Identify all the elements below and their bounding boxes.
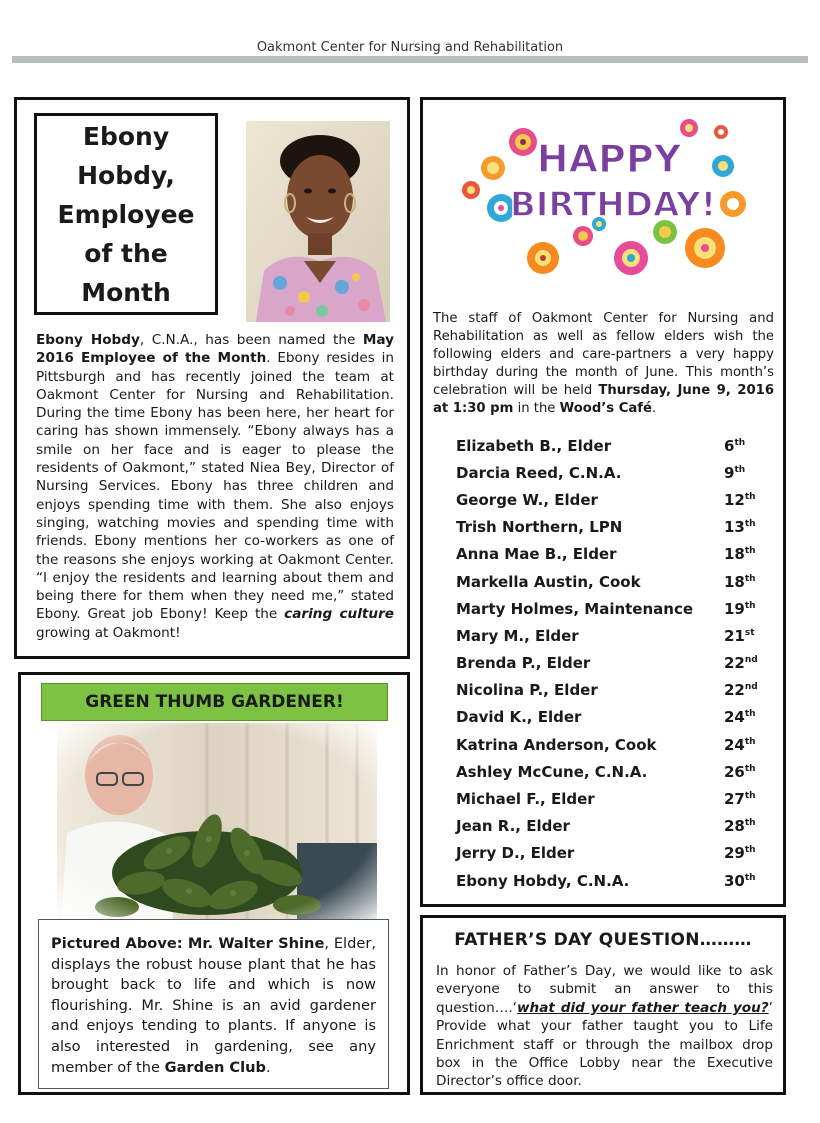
fathers-day-section	[420, 915, 786, 1095]
birthday-row	[456, 840, 766, 867]
birthday-date	[724, 437, 766, 455]
birthday-section	[420, 97, 786, 907]
birthday-day-suffix: th	[744, 573, 756, 584]
birthday-day: 27	[724, 790, 745, 809]
birthday-name: Katrina Anderson, Cook	[456, 735, 657, 754]
birthday-date	[724, 545, 766, 563]
birthday-name: Marty Holmes, Maintenance	[456, 599, 694, 618]
birthday-row	[456, 541, 766, 568]
birthday-row	[456, 622, 766, 649]
birthday-day: 22	[724, 681, 745, 700]
birthday-date	[724, 600, 766, 618]
caption-text-2: .	[265, 1058, 271, 1076]
birthday-day: 30	[724, 871, 745, 890]
eom-award: May 2016 Employee of the Month	[36, 332, 394, 367]
birthday-day: 21	[724, 626, 745, 645]
birthday-row	[456, 785, 766, 812]
birthday-day: 24	[724, 735, 745, 754]
walter-photo	[57, 723, 377, 921]
gardener-caption	[38, 919, 389, 1089]
birthday-day-suffix: nd	[744, 655, 758, 666]
bday-place: Wood’s Café	[559, 401, 652, 416]
gardener-heading: GREEN THUMB GARDENER!	[41, 683, 388, 721]
garden-club: Garden Club	[164, 1058, 266, 1076]
birthday-name: Markella Austin, Cook	[456, 572, 641, 591]
bday-intro-text-2: in the	[513, 401, 560, 416]
birthday-row	[456, 758, 766, 785]
birthday-date	[724, 708, 766, 726]
birthday-date	[724, 736, 766, 754]
birthday-day: 18	[724, 545, 745, 564]
birthday-day: 24	[724, 708, 745, 727]
father-text-1: In honor of Father’s Day, we would like to ask everyone to submit an answer to this question….‘	[436, 963, 773, 1016]
birthday-name: Trish Northern, LPN	[456, 518, 623, 537]
birthday-day: 9	[724, 463, 735, 482]
birthday-name: Brenda P., Elder	[456, 654, 591, 673]
eom-title: Ebony Hobdy, Employee of the Month	[57, 121, 195, 307]
birthday-date	[724, 491, 766, 509]
eom-text-1: , C.N.A., has been named the	[139, 332, 363, 348]
birthday-date	[724, 518, 766, 536]
eom-text-3: growing at Oakmont!	[36, 624, 181, 641]
birthday-day-suffix: st	[744, 627, 755, 638]
fathers-day-body	[436, 962, 773, 1091]
birthday-date	[724, 681, 766, 699]
birthday-name: Nicolina P., Elder	[456, 681, 598, 700]
page-title: Oakmont Center for Nursing and Rehabilitation	[256, 40, 564, 55]
birthday-date	[724, 844, 766, 862]
page-header	[12, 40, 808, 66]
birthday-date	[724, 817, 766, 835]
father-text-2: ’ Provide what your father taught you to Life Enrichment staff or through the mailbox drop box in the Office Lobby near the Executive Director’s office door.	[436, 999, 773, 1090]
birthday-date	[724, 872, 766, 890]
svg-text:BIRTHDAY!: BIRTHDAY!	[509, 185, 717, 225]
birthday-day: 22	[724, 654, 745, 673]
birthday-row	[456, 432, 766, 459]
bday-intro-text-3: .	[651, 401, 657, 416]
birthday-name: Jean R., Elder	[456, 817, 570, 836]
birthday-name: Anna Mae B., Elder	[456, 545, 617, 564]
eom-title-box	[34, 113, 218, 315]
birthday-name: Michael F., Elder	[456, 790, 595, 809]
fathers-day-title: FATHER’S DAY QUESTION………	[454, 930, 752, 950]
birthday-name: Mary M., Elder	[456, 626, 579, 645]
birthday-date	[724, 627, 766, 645]
birthday-day-suffix: th	[734, 437, 746, 448]
birthday-row	[456, 514, 766, 541]
birthday-name: Ashley McCune, C.N.A.	[456, 762, 648, 781]
birthday-name: George W., Elder	[456, 490, 598, 509]
birthday-intro	[433, 310, 774, 418]
birthday-day: 26	[724, 762, 745, 781]
birthday-day-suffix: th	[744, 600, 756, 611]
father-question: what did your father teach you?	[516, 999, 769, 1016]
birthday-day-suffix: th	[744, 709, 756, 720]
birthday-day: 29	[724, 844, 745, 863]
birthday-date	[724, 654, 766, 672]
birthday-day-suffix: th	[744, 872, 756, 883]
gardener-section	[18, 672, 410, 1095]
eom-article	[36, 331, 394, 642]
birthday-day-suffix: th	[744, 845, 756, 856]
birthday-day: 28	[724, 817, 745, 836]
birthday-row	[456, 459, 766, 486]
ebony-photo	[246, 121, 390, 322]
birthday-row	[456, 704, 766, 731]
caption-lead: Pictured Above: Mr. Walter Shine	[51, 935, 325, 952]
birthday-name: Elizabeth B., Elder	[456, 436, 612, 455]
happy-birthday-banner	[453, 108, 753, 284]
birthday-name: Ebony Hobdy, C.N.A.	[456, 871, 630, 890]
birthday-date	[724, 790, 766, 808]
birthday-row	[456, 813, 766, 840]
birthday-day: 13	[724, 518, 745, 537]
birthday-day: 12	[724, 490, 745, 509]
birthday-date	[724, 573, 766, 591]
birthday-name: Jerry D., Elder	[456, 844, 575, 863]
birthday-list	[456, 432, 766, 894]
employee-of-month-section	[14, 97, 410, 659]
birthday-row	[456, 677, 766, 704]
bday-when: Thursday, June 9, 2016 at 1:30 pm	[433, 383, 774, 416]
birthday-name: David K., Elder	[456, 708, 582, 727]
header-rule	[12, 56, 808, 63]
birthday-day-suffix: th	[744, 818, 756, 829]
bday-intro-text-1: The staff of Oakmont Center for Nursing and Rehabilitation as well as fellow elders wish the following elders and care-partners a very happy birthday during the month of June. This month’s celebration will be held	[433, 311, 774, 398]
birthday-name: Darcia Reed, C.N.A.	[456, 463, 622, 482]
eom-text-2: . Ebony resides in Pittsburgh and has recently joined the team at Oakmont Center for Nursing and Rehabilitation. During the time Ebony has been here, her heart for caring has shown immensely. “Ebony always has a smile on her face and is eager to please the residents of Oakmont,” stated Niea Bey, Director of Nursing Services. Ebony has three children and enjoys spending time with them. She also enjoys singing, watching movies and spending time with friends. Ebony mentions her co-workers as one of the reasons she enjoys working at Oakmont Center. “I enjoy the residents and learning about them and being there for them when they need me,” stated Ebony. Great job Ebony! Keep the	[36, 350, 394, 623]
birthday-date	[724, 763, 766, 781]
eom-name: Ebony Hobdy	[36, 332, 140, 348]
birthday-day-suffix: th	[744, 763, 756, 774]
caption-text-1: , Elder, displays the robust house plant that he has brought back to life and which is now flourishing. Mr. Shine is an avid gardener and enjoys tending to plants. If anyone is also interested in gardening, see any member of the	[51, 935, 376, 1076]
birthday-row	[456, 568, 766, 595]
birthday-row	[456, 867, 766, 894]
birthday-day-suffix: th	[744, 519, 756, 530]
birthday-day-suffix: th	[744, 491, 756, 502]
birthday-row	[456, 731, 766, 758]
birthday-date	[724, 464, 766, 482]
birthday-row	[456, 650, 766, 677]
birthday-day-suffix: th	[744, 546, 756, 557]
birthday-day-suffix: nd	[744, 682, 758, 693]
svg-text:HAPPY: HAPPY	[536, 137, 682, 181]
birthday-day: 6	[724, 436, 735, 455]
birthday-row	[456, 486, 766, 513]
birthday-day: 18	[724, 572, 745, 591]
birthday-day-suffix: th	[744, 791, 756, 802]
birthday-day: 19	[724, 599, 745, 618]
birthday-day-suffix: th	[734, 464, 746, 475]
eom-culture: caring culture	[284, 606, 394, 623]
birthday-day-suffix: th	[744, 736, 756, 747]
birthday-row	[456, 595, 766, 622]
